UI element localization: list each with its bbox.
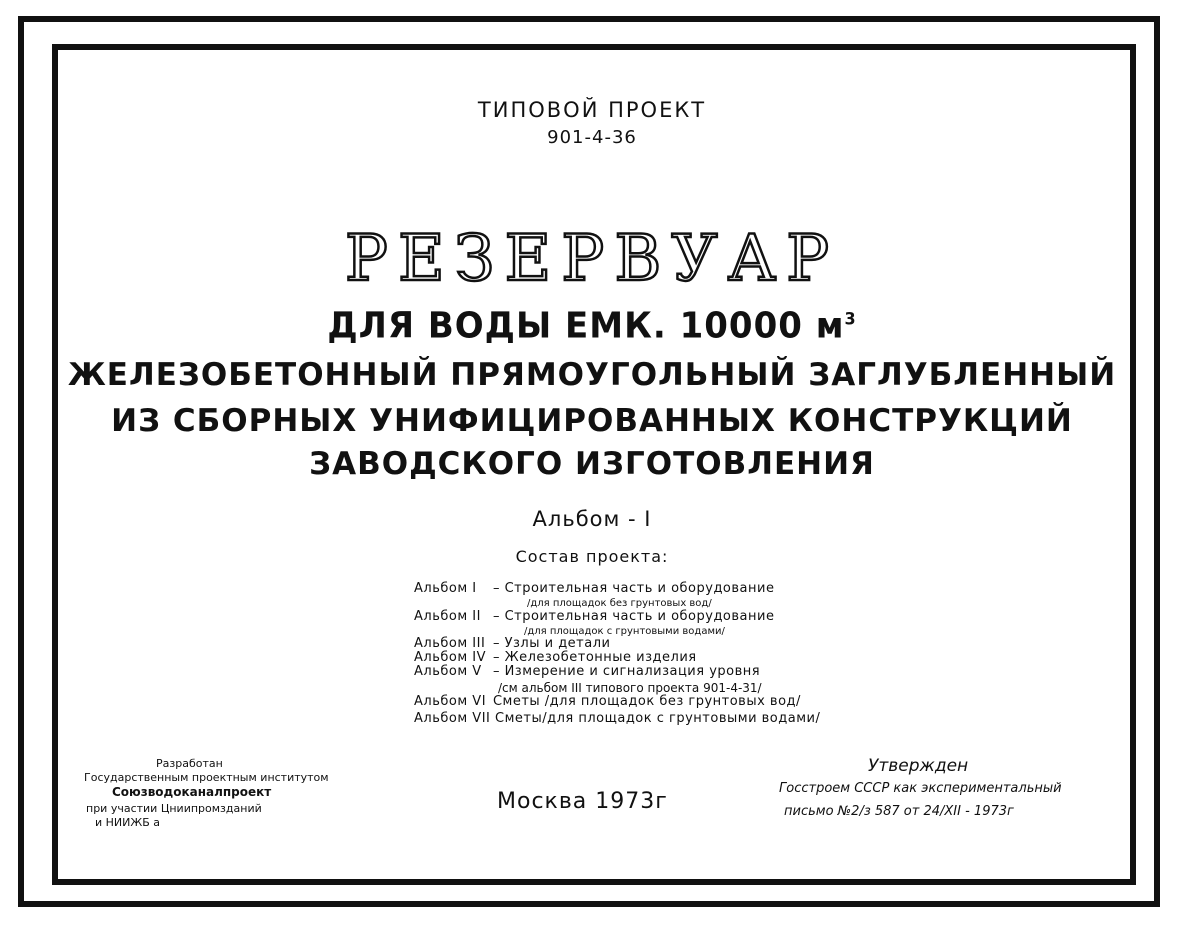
main-title: РЕЗЕРВУАР — [344, 222, 840, 296]
subtitle-construction: ЖЕЛЕЗОБЕТОННЫЙ ПРЯМОУГОЛЬНЫЙ ЗАГЛУБЛЕННЫЙ — [67, 357, 1117, 393]
subtitle-capacity — [0, 305, 1184, 347]
approval-authority: Госстроем СССР как экспериментальный — [779, 781, 1062, 796]
developer-participant-2: и НИИЖБ а — [95, 816, 161, 829]
composition-note: /см альбом III типового проекта 901-4-31/ — [498, 681, 762, 695]
composition-heading: Состав проекта: — [515, 547, 669, 566]
album-number: Альбом - I — [532, 507, 652, 531]
subtitle-capacity-text: ДЛЯ ВОДЫ ЕМК. 10000 м — [327, 305, 845, 347]
subtitle-structures: ИЗ СБОРНЫХ УНИФИЦИРОВАННЫХ КОНСТРУКЦИЙ — [111, 403, 1073, 439]
composition-item: Альбом III – Узлы и детали — [414, 636, 611, 651]
composition-note: /для площадок с грунтовыми водами/ — [524, 626, 725, 637]
developer-label: Разработан — [156, 757, 223, 770]
developer-institute: Государственным проектным институтом — [84, 771, 329, 784]
developer-organization: Союзводоканалпроект — [112, 785, 272, 799]
composition-item: Альбом VII Сметы/для площадок с грунтовыми водами/ — [414, 711, 821, 726]
composition-item: Альбом I – Строительная часть и оборудование — [414, 581, 775, 596]
city-year: Москва 1973г — [497, 789, 668, 814]
composition-item: Альбом II – Строительная часть и оборудование — [414, 609, 775, 624]
developer-participant: при участии Цниипромзданий — [86, 802, 262, 815]
project-type: ТИПОВОЙ ПРОЕКТ — [477, 98, 707, 122]
composition-item: Альбом IV – Железобетонные изделия — [414, 650, 697, 665]
composition-item: Альбом VI Сметы /для площадок без грунтовых вод/ — [414, 694, 801, 709]
composition-note: /для площадок без грунтовых вод/ — [527, 598, 712, 609]
subtitle-manufacture: ЗАВОДСКОГО ИЗГОТОВЛЕНИЯ — [309, 446, 875, 482]
approval-title: Утвержден — [868, 756, 969, 776]
project-number: 901-4-36 — [547, 127, 637, 148]
subtitle-capacity-superscript: 3 — [844, 308, 857, 329]
approval-letter: письмо №2/з 587 от 24/XII - 1973г — [784, 804, 1014, 819]
composition-item: Альбом V – Измерение и сигнализация уровня — [414, 664, 761, 679]
